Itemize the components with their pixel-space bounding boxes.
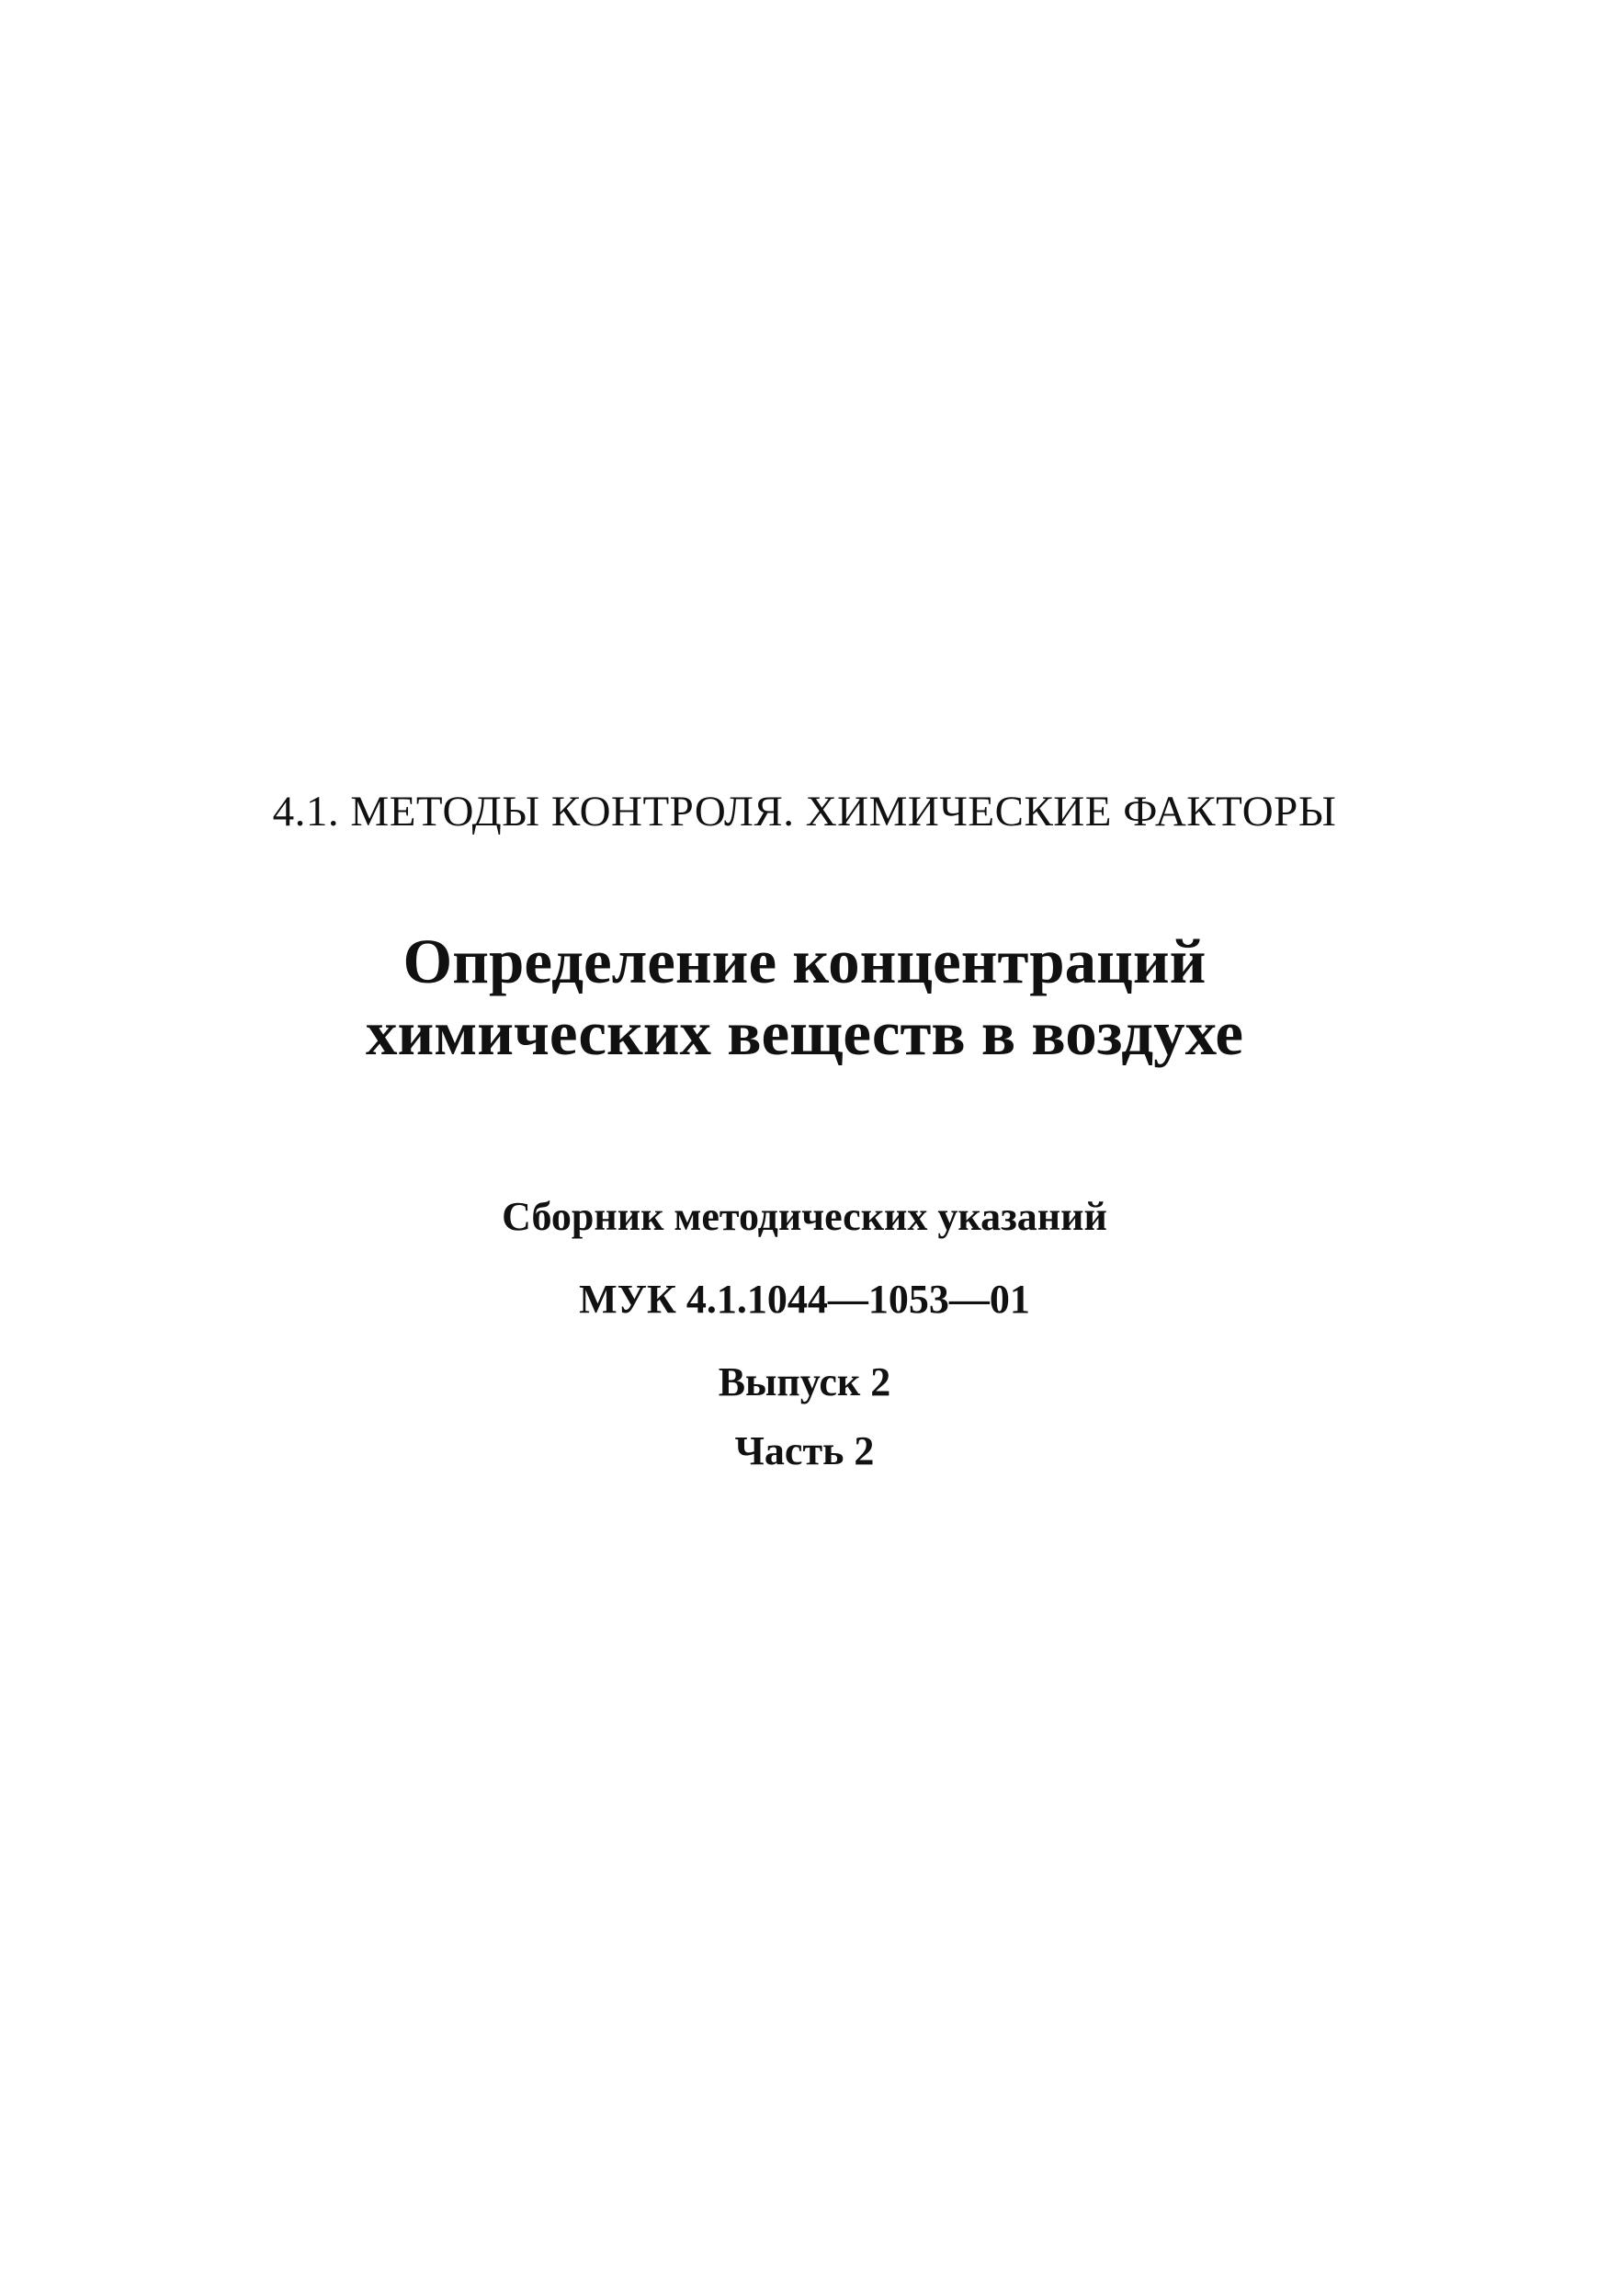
part-number: Часть 2 <box>734 1428 875 1473</box>
issue-number: Выпуск 2 <box>718 1359 891 1404</box>
document-title-line-1: Определение концентраций <box>402 926 1207 996</box>
series-heading: 4.1. МЕТОДЫ КОНТРОЛЯ. ХИМИЧЕСКИЕ ФАКТОРЫ <box>272 788 1337 835</box>
document-title-line-2: химических веществ в воздухе <box>365 998 1244 1068</box>
collection-subtitle: Сборник методических указаний <box>502 1194 1107 1239</box>
document-code: МУК 4.1.1044—1053—01 <box>579 1277 1030 1322</box>
